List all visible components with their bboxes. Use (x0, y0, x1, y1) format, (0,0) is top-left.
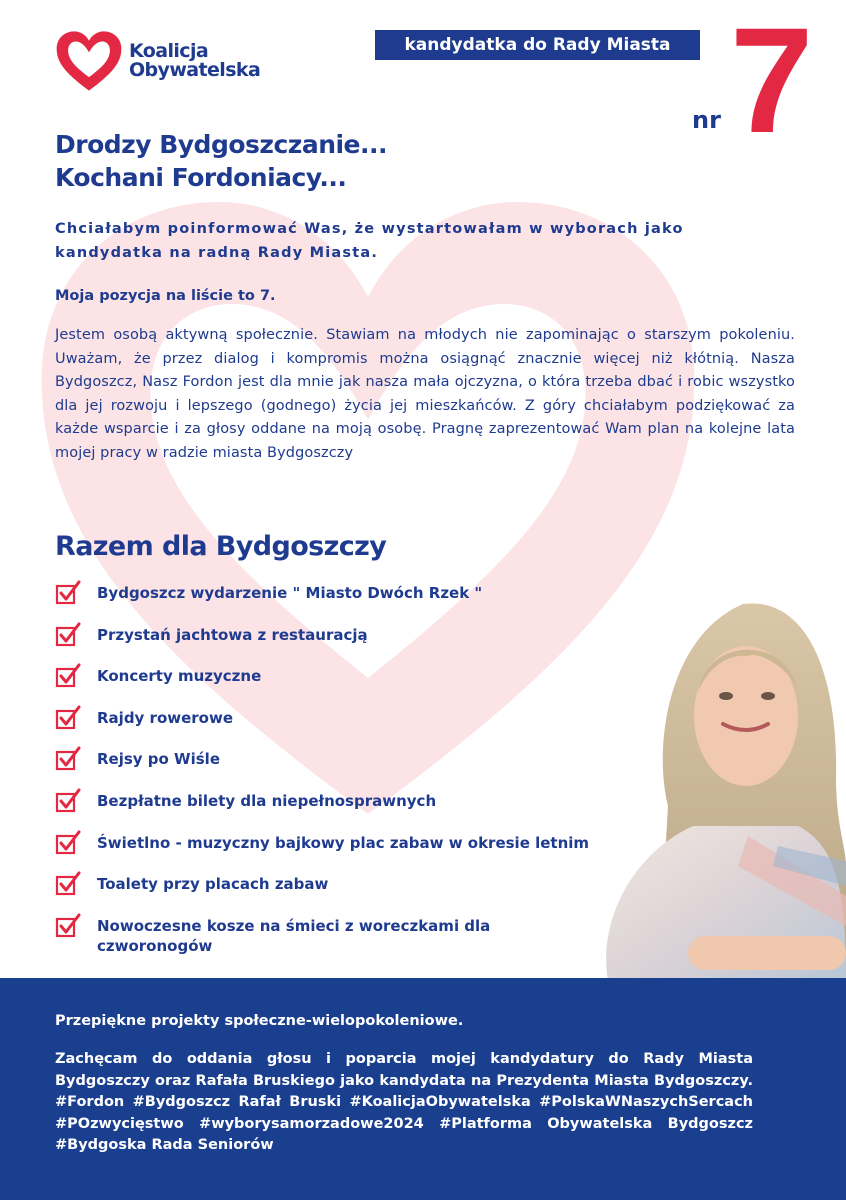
footer-heading: Przepiękne projekty społeczne-wielopokoleniowe. (55, 1013, 464, 1029)
checkbox-checked-icon (55, 663, 81, 689)
greeting-line-1: Drodzy Bydgoszczanie... (55, 130, 388, 159)
checkbox-checked-icon (55, 788, 81, 814)
candidate-label: kandydatka do Rady Miasta (375, 30, 700, 60)
checkbox-checked-icon (55, 913, 81, 939)
list-item-label: Rajdy rowerowe (97, 708, 234, 727)
list-position-text: Moja pozycja na liście to 7. (55, 288, 276, 304)
list-item-label: Toalety przy placach zabaw (97, 875, 329, 894)
list-item-label: Koncerty muzyczne (97, 667, 262, 686)
list-item-label: Przystań jachtowa z restauracją (97, 625, 368, 644)
list-item-label: Nowoczesne kosze na śmieci z woreczkami dla czworonogów (97, 916, 491, 955)
list-item-label: Świetlno - muzyczny bajkowy plac zabaw w okresie letnim (97, 833, 590, 852)
footer-text: Zachęcam do oddania głosu i poparcia mojej kandydatury do Rady Miasta Bydgoszczy oraz Rafała Bruskiego jako kandydata na Prezydenta Miasta Bydgoszczy. #Fordon #Bydgoszcz Rafał Bruski #KoalicjaObywatelska #PolskaWNaszychSercach #POzwycięstwo #wyborysamorzadowe2024 #Platforma Obywatelska Bydgoszcz #Bydgoska Rada Seniorów (55, 1051, 753, 1153)
checkbox-checked-icon (55, 830, 81, 856)
list-item (55, 791, 655, 833)
checkbox-checked-icon (55, 580, 81, 606)
list-item (55, 583, 655, 625)
checkbox-checked-icon (55, 746, 81, 772)
heart-logo-icon (55, 30, 123, 92)
list-number: 7 (730, 0, 810, 164)
list-item-label: Bezpłatne bilety dla niepełnosprawnych (97, 791, 437, 810)
footer-banner (0, 978, 846, 1200)
list-item (55, 916, 655, 976)
logo-line-2: Obywatelska (129, 59, 261, 81)
list-item (55, 666, 655, 708)
about-paragraph: Jestem osobą aktywną społecznie. Stawiam na młodych nie zapominając o starszym pokoleniu. Uważam, że przez dialog i kompromis można osiągnąć znacznie więcej niż kłótnią. Nasza Bydgoszcz, Nasz Fordon jest dla mnie jak nasza mała ojczyzna, o która trzeba dbać i robic wszystko dla jej rozwoju i lepszego (godnego) życia jej mieszkańców. Z góry chciałabym podziękować za każde wsparcie i za głosy oddane na moją osobę. Pragnę zaprezentować Wam plan na kolejne lata mojej pracy w radzie miasta Bydgoszczy (55, 327, 795, 461)
checkbox-checked-icon (55, 871, 81, 897)
greeting-heading (55, 128, 387, 194)
list-item (55, 708, 655, 750)
list-item-label: Rejsy po Wiśle (97, 750, 220, 769)
party-logo (55, 30, 260, 92)
list-item (55, 625, 655, 667)
logo-wordmark (129, 42, 260, 80)
program-list (55, 583, 655, 976)
program-title: Razem dla Bydgoszczy (55, 531, 387, 562)
list-item (55, 833, 655, 875)
checkbox-checked-icon (55, 622, 81, 648)
list-number-label: nr (692, 106, 721, 134)
checkbox-checked-icon (55, 705, 81, 731)
intro-text: Chciałabym poinformować Was, że wystartowałam w wyborach jako kandydatka na radną Rady Miasta. (55, 221, 684, 261)
greeting-line-2: Kochani Fordoniacy... (55, 163, 347, 192)
list-item (55, 874, 655, 916)
list-item (55, 749, 655, 791)
logo-line-1: Koalicja (129, 40, 209, 62)
list-item-label: Bydgoszcz wydarzenie " Miasto Dwóch Rzek " (97, 584, 483, 602)
